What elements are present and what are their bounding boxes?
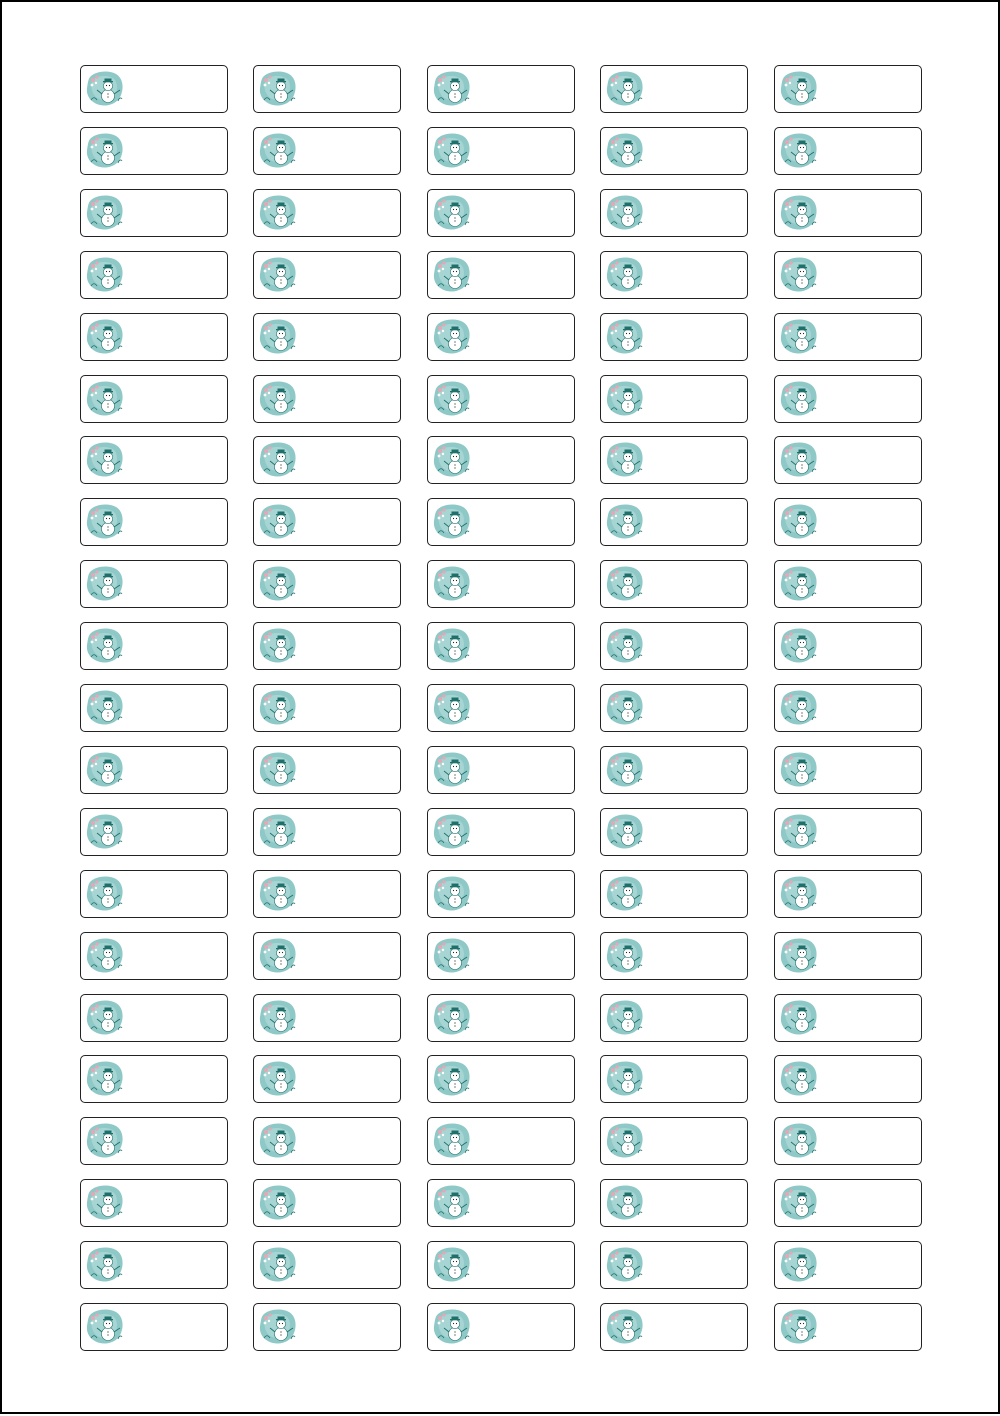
- label-cell: [427, 436, 575, 484]
- label-cell: [774, 932, 922, 980]
- snowman-icon: [432, 1246, 472, 1284]
- label-cell: [80, 684, 228, 732]
- snowman-icon: [258, 1122, 298, 1160]
- label-cell: [253, 1055, 401, 1103]
- snowman-icon: [85, 689, 125, 727]
- label-cell: [774, 251, 922, 299]
- label-cell: [80, 808, 228, 856]
- snowman-icon: [779, 937, 819, 975]
- snowman-icon: [258, 689, 298, 727]
- label-cell: [600, 127, 748, 175]
- snowman-icon: [779, 565, 819, 603]
- label-cell: [774, 1179, 922, 1227]
- label-cell: [253, 1303, 401, 1351]
- snowman-icon: [605, 813, 645, 851]
- snowman-icon: [85, 194, 125, 232]
- label-cell: [427, 1241, 575, 1289]
- snowman-icon: [432, 1184, 472, 1222]
- label-cell: [253, 65, 401, 113]
- label-cell: [600, 251, 748, 299]
- label-cell: [253, 375, 401, 423]
- label-cell: [427, 251, 575, 299]
- snowman-icon: [432, 875, 472, 913]
- label-cell: [253, 684, 401, 732]
- label-cell: [80, 746, 228, 794]
- label-cell: [253, 498, 401, 546]
- snowman-icon: [779, 627, 819, 665]
- snowman-icon: [258, 70, 298, 108]
- snowman-icon: [258, 503, 298, 541]
- snowman-icon: [85, 875, 125, 913]
- snowman-icon: [258, 1308, 298, 1346]
- label-cell: [80, 375, 228, 423]
- label-cell: [80, 189, 228, 237]
- snowman-icon: [432, 813, 472, 851]
- label-cell: [253, 870, 401, 918]
- label-cell: [253, 622, 401, 670]
- label-cell: [600, 1179, 748, 1227]
- label-cell: [253, 808, 401, 856]
- snowman-icon: [432, 441, 472, 479]
- snowman-icon: [605, 503, 645, 541]
- label-cell: [80, 1303, 228, 1351]
- label-cell: [600, 498, 748, 546]
- label-cell: [427, 994, 575, 1042]
- snowman-icon: [85, 70, 125, 108]
- label-cell: [774, 1055, 922, 1103]
- label-cell: [253, 251, 401, 299]
- label-cell: [600, 808, 748, 856]
- label-cell: [427, 870, 575, 918]
- snowman-icon: [258, 380, 298, 418]
- label-cell: [80, 560, 228, 608]
- snowman-icon: [258, 132, 298, 170]
- snowman-icon: [605, 1122, 645, 1160]
- label-cell: [774, 622, 922, 670]
- snowman-icon: [432, 689, 472, 727]
- snowman-icon: [432, 256, 472, 294]
- label-cell: [427, 1179, 575, 1227]
- snowman-icon: [779, 441, 819, 479]
- snowman-icon: [258, 194, 298, 232]
- snowman-icon: [85, 441, 125, 479]
- snowman-icon: [85, 318, 125, 356]
- label-cell: [427, 932, 575, 980]
- snowman-icon: [258, 441, 298, 479]
- label-cell: [600, 870, 748, 918]
- label-cell: [774, 560, 922, 608]
- snowman-icon: [779, 256, 819, 294]
- label-cell: [427, 127, 575, 175]
- label-cell: [253, 127, 401, 175]
- label-cell: [253, 932, 401, 980]
- label-cell: [80, 436, 228, 484]
- label-cell: [600, 560, 748, 608]
- snowman-icon: [605, 194, 645, 232]
- label-cell: [253, 994, 401, 1042]
- label-cell: [600, 189, 748, 237]
- label-cell: [80, 932, 228, 980]
- label-cell: [253, 436, 401, 484]
- snowman-icon: [85, 813, 125, 851]
- label-cell: [774, 1303, 922, 1351]
- snowman-icon: [779, 813, 819, 851]
- label-cell: [80, 313, 228, 361]
- label-cell: [80, 622, 228, 670]
- label-cell: [600, 375, 748, 423]
- snowman-icon: [85, 1060, 125, 1098]
- snowman-icon: [779, 318, 819, 356]
- snowman-icon: [605, 565, 645, 603]
- snowman-icon: [85, 1308, 125, 1346]
- snowman-icon: [85, 627, 125, 665]
- snowman-icon: [605, 132, 645, 170]
- snowman-icon: [779, 751, 819, 789]
- label-cell: [427, 746, 575, 794]
- snowman-icon: [85, 1122, 125, 1160]
- snowman-icon: [258, 318, 298, 356]
- snowman-icon: [605, 1184, 645, 1222]
- label-cell: [253, 1179, 401, 1227]
- label-cell: [427, 684, 575, 732]
- label-cell: [427, 375, 575, 423]
- snowman-icon: [432, 70, 472, 108]
- label-cell: [774, 684, 922, 732]
- snowman-icon: [85, 380, 125, 418]
- snowman-icon: [779, 1060, 819, 1098]
- label-cell: [80, 1117, 228, 1165]
- snowman-icon: [432, 1122, 472, 1160]
- snowman-icon: [432, 194, 472, 232]
- label-cell: [774, 498, 922, 546]
- snowman-icon: [85, 1184, 125, 1222]
- snowman-icon: [432, 1308, 472, 1346]
- label-cell: [600, 684, 748, 732]
- snowman-icon: [779, 194, 819, 232]
- snowman-icon: [258, 875, 298, 913]
- snowman-icon: [605, 627, 645, 665]
- snowman-icon: [258, 627, 298, 665]
- snowman-icon: [779, 380, 819, 418]
- snowman-icon: [779, 1308, 819, 1346]
- snowman-icon: [605, 380, 645, 418]
- snowman-icon: [85, 999, 125, 1037]
- snowman-icon: [605, 999, 645, 1037]
- snowman-icon: [258, 256, 298, 294]
- snowman-icon: [779, 1184, 819, 1222]
- snowman-icon: [605, 875, 645, 913]
- snowman-icon: [432, 132, 472, 170]
- snowman-icon: [779, 999, 819, 1037]
- snowman-icon: [605, 318, 645, 356]
- label-cell: [427, 808, 575, 856]
- snowman-icon: [85, 937, 125, 975]
- snowman-icon: [85, 132, 125, 170]
- label-cell: [427, 560, 575, 608]
- label-cell: [774, 808, 922, 856]
- label-cell: [253, 1117, 401, 1165]
- label-cell: [600, 1055, 748, 1103]
- snowman-icon: [258, 565, 298, 603]
- label-cell: [774, 375, 922, 423]
- label-grid: [2, 2, 1000, 1416]
- snowman-icon: [605, 1308, 645, 1346]
- snowman-icon: [258, 1246, 298, 1284]
- snowman-icon: [779, 875, 819, 913]
- label-cell: [774, 65, 922, 113]
- snowman-icon: [432, 318, 472, 356]
- snowman-icon: [432, 751, 472, 789]
- label-cell: [80, 251, 228, 299]
- label-cell: [427, 65, 575, 113]
- snowman-icon: [432, 999, 472, 1037]
- label-cell: [600, 65, 748, 113]
- label-cell: [600, 313, 748, 361]
- label-cell: [774, 746, 922, 794]
- label-cell: [600, 1117, 748, 1165]
- label-cell: [774, 870, 922, 918]
- snowman-icon: [779, 1122, 819, 1160]
- label-cell: [80, 65, 228, 113]
- snowman-icon: [605, 441, 645, 479]
- snowman-icon: [85, 751, 125, 789]
- snowman-icon: [605, 937, 645, 975]
- snowman-icon: [432, 937, 472, 975]
- snowman-icon: [85, 503, 125, 541]
- snowman-icon: [258, 937, 298, 975]
- snowman-icon: [779, 1246, 819, 1284]
- label-cell: [253, 560, 401, 608]
- snowman-icon: [779, 132, 819, 170]
- label-cell: [80, 994, 228, 1042]
- snowman-icon: [258, 999, 298, 1037]
- snowman-icon: [779, 70, 819, 108]
- label-cell: [600, 1303, 748, 1351]
- label-cell: [427, 1117, 575, 1165]
- snowman-icon: [258, 751, 298, 789]
- snowman-icon: [85, 565, 125, 603]
- label-cell: [80, 127, 228, 175]
- label-cell: [600, 436, 748, 484]
- label-cell: [600, 932, 748, 980]
- label-cell: [774, 313, 922, 361]
- label-cell: [427, 189, 575, 237]
- label-cell: [774, 994, 922, 1042]
- label-cell: [253, 746, 401, 794]
- snowman-icon: [605, 751, 645, 789]
- label-cell: [774, 1241, 922, 1289]
- label-cell: [600, 746, 748, 794]
- snowman-icon: [85, 1246, 125, 1284]
- label-cell: [600, 1241, 748, 1289]
- snowman-icon: [432, 565, 472, 603]
- snowman-icon: [605, 256, 645, 294]
- label-cell: [80, 870, 228, 918]
- label-cell: [253, 313, 401, 361]
- snowman-icon: [779, 689, 819, 727]
- label-cell: [600, 994, 748, 1042]
- snowman-icon: [605, 1246, 645, 1284]
- snowman-icon: [258, 1060, 298, 1098]
- label-cell: [253, 189, 401, 237]
- label-cell: [80, 1241, 228, 1289]
- snowman-icon: [605, 70, 645, 108]
- label-cell: [774, 189, 922, 237]
- label-cell: [427, 622, 575, 670]
- snowman-icon: [258, 813, 298, 851]
- label-cell: [253, 1241, 401, 1289]
- snowman-icon: [432, 1060, 472, 1098]
- snowman-icon: [432, 627, 472, 665]
- label-cell: [80, 498, 228, 546]
- label-cell: [427, 498, 575, 546]
- snowman-icon: [258, 1184, 298, 1222]
- label-cell: [80, 1055, 228, 1103]
- snowman-icon: [779, 503, 819, 541]
- snowman-icon: [432, 503, 472, 541]
- label-cell: [427, 1303, 575, 1351]
- label-cell: [600, 622, 748, 670]
- label-cell: [427, 313, 575, 361]
- snowman-icon: [605, 689, 645, 727]
- label-cell: [774, 436, 922, 484]
- label-cell: [774, 127, 922, 175]
- snowman-icon: [85, 256, 125, 294]
- snowman-icon: [432, 380, 472, 418]
- snowman-icon: [605, 1060, 645, 1098]
- label-cell: [774, 1117, 922, 1165]
- label-cell: [80, 1179, 228, 1227]
- label-cell: [427, 1055, 575, 1103]
